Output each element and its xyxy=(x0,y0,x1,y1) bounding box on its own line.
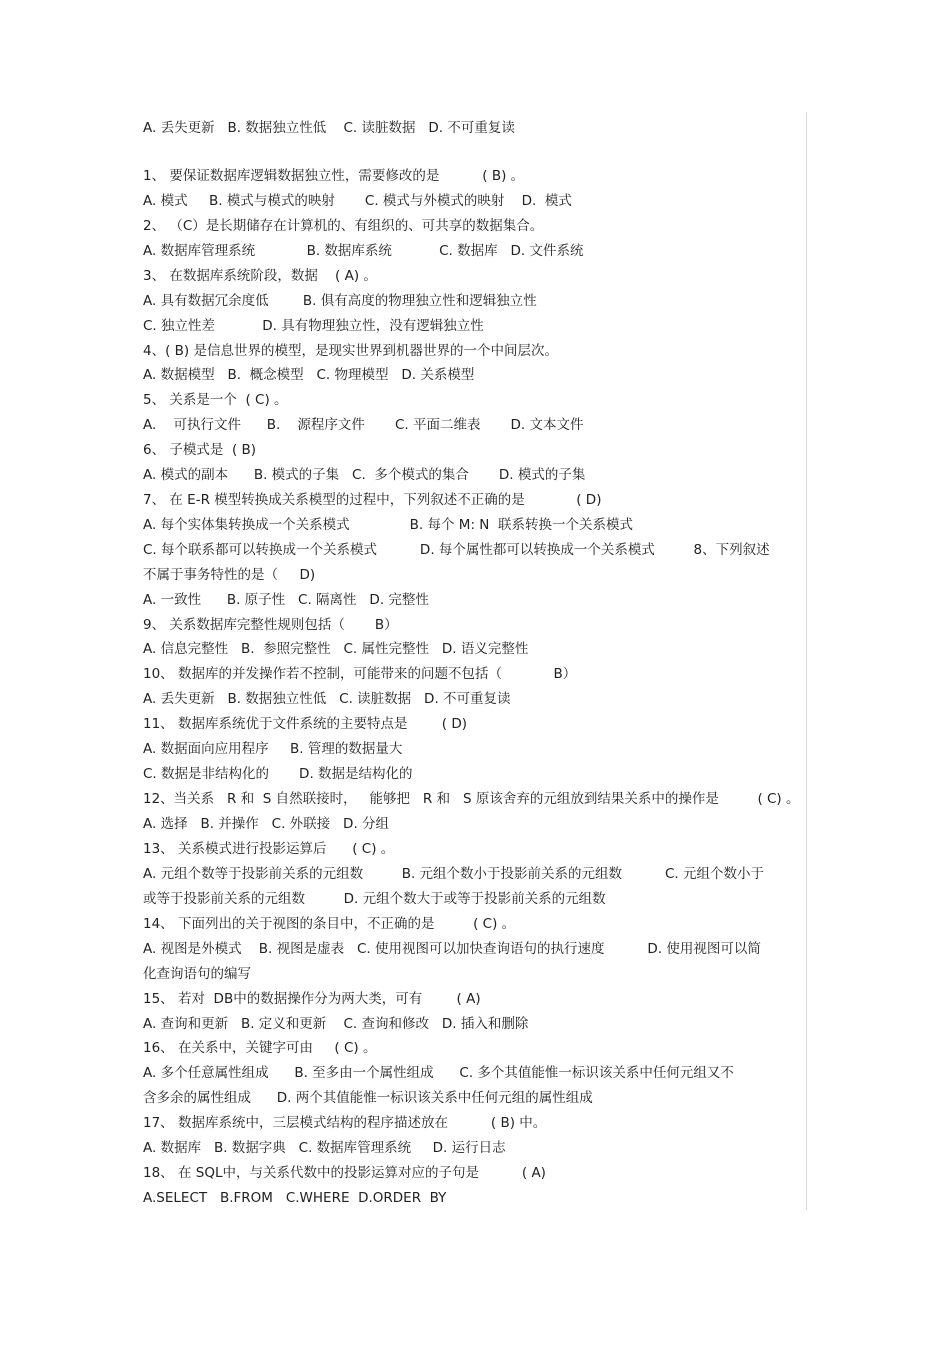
text-line: 含多余的属性组成 D. 两个其值能惟一标识该关系中任何元组的属性组成 xyxy=(143,1090,593,1106)
text-line: A. 可执行文件 B. 源程序文件 C. 平面二维表 D. 文本文件 xyxy=(143,417,584,433)
text-line: 12、当关系 R 和 S 自然联接时， 能够把 R 和 S 原该舍弃的元组放到结果关系中的操作是 ( C) 。 xyxy=(143,791,800,807)
text-line: A. 一致性 B. 原子性 C. 隔离性 D. 完整性 xyxy=(143,592,429,608)
text-line: 18、 在 SQL中，与关系代数中的投影运算对应的子句是 ( A) xyxy=(143,1165,546,1181)
text-line: A. 查询和更新 B. 定义和更新 C. 查询和修改 D. 插入和删除 xyxy=(143,1016,529,1032)
text-line: A. 信息完整性 B. 参照完整性 C. 属性完整性 D. 语义完整性 xyxy=(143,641,529,657)
text-line: A. 数据面向应用程序 B. 管理的数据量大 xyxy=(143,741,403,757)
text-line: 1、 要保证数据库逻辑数据独立性，需要修改的是 ( B) 。 xyxy=(143,168,525,184)
text-line: 15、 若对 DB中的数据操作分为两大类，可有 ( A) xyxy=(143,991,481,1007)
text-line: C. 独立性差 D. 具有物理独立性，没有逻辑独立性 xyxy=(143,318,484,334)
text-line: 6、 子模式是 ( B) xyxy=(143,442,257,458)
text-line: 16、 在关系中，关键字可由 ( C) 。 xyxy=(143,1040,377,1056)
text-line: A. 具有数据冗余度低 B. 俱有高度的物理独立性和逻辑独立性 xyxy=(143,293,537,309)
text-line: 5、 关系是一个 ( C) 。 xyxy=(143,392,288,408)
text-line: 或等于投影前关系的元组数 D. 元组个数大于或等于投影前关系的元组数 xyxy=(143,891,606,907)
text-line: A. 模式的副本 B. 模式的子集 C. 多个模式的集合 D. 模式的子集 xyxy=(143,467,586,483)
text-line: A. 数据模型 B. 概念模型 C. 物理模型 D. 关系模型 xyxy=(143,367,475,383)
text-line: A. 数据库管理系统 B. 数据库系统 C. 数据库 D. 文件系统 xyxy=(143,243,584,259)
text-line: C. 数据是非结构化的 D. 数据是结构化的 xyxy=(143,766,413,782)
text-line: 13、 关系模式进行投影运算后 ( C) 。 xyxy=(143,841,395,857)
text-line: 化查询语句的编写 xyxy=(143,966,251,982)
text-line: A. 元组个数等于投影前关系的元组数 B. 元组个数小于投影前关系的元组数 C. 元组个数小于 xyxy=(143,866,764,882)
text-line: 9、 关系数据库完整性规则包括（ B） xyxy=(143,617,398,633)
text-line: A. 数据库 B. 数据字典 C. 数据库管理系统 D. 运行日志 xyxy=(143,1140,506,1156)
text-line: A. 模式 B. 模式与模式的映射 C. 模式与外模式的映射 D. 模式 xyxy=(143,193,572,209)
text-line: 10、 数据库的并发操作若不控制，可能带来的问题不包括（ B） xyxy=(143,666,577,682)
text-line: A. 丢失更新 B. 数据独立性低 C. 读脏数据 D. 不可重复读 xyxy=(143,691,511,707)
text-line: 17、 数据库系统中，三层模式结构的程序描述放在 ( B) 中。 xyxy=(143,1115,547,1131)
text-line: A. 选择 B. 并操作 C. 外联接 D. 分组 xyxy=(143,816,390,832)
text-line: A. 每个实体集转换成一个关系模式 B. 每个 M: N 联系转换一个关系模式 xyxy=(143,517,633,533)
text-line: A.SELECT B.FROM C.WHERE D.ORDER BY xyxy=(143,1190,447,1206)
text-line: A. 多个任意属性组成 B. 至多由一个属性组成 C. 多个其值能惟一标识该关系中任何元组又不 xyxy=(143,1065,734,1081)
text-line: A. 丢失更新 B. 数据独立性低 C. 读脏数据 D. 不可重复读 xyxy=(143,120,515,136)
right-margin-rule xyxy=(806,112,807,1210)
text-line: 11、 数据库系统优于文件系统的主要特点是 ( D) xyxy=(143,716,468,732)
text-line: C. 每个联系都可以转换成一个关系模式 D. 每个属性都可以转换成一个关系模式 8、下列叙述 xyxy=(143,542,770,558)
text-line: 7、 在 E-R 模型转换成关系模型的过程中，下列叙述不正确的是 ( D) xyxy=(143,492,602,508)
text-line: 3、 在数据库系统阶段，数据 ( A) 。 xyxy=(143,268,377,284)
text-line: 2、 （C）是长期储存在计算机的、有组织的、可共享的数据集合。 xyxy=(143,218,544,234)
text-line: 14、 下面列出的关于视图的条目中，不正确的是 ( C) 。 xyxy=(143,916,516,932)
text-line: 4、( B) 是信息世界的模型，是现实世界到机器世界的一个中间层次。 xyxy=(143,343,558,359)
text-line: A. 视图是外模式 B. 视图是虚表 C. 使用视图可以加快查询语句的执行速度 D. 使用视图可以简 xyxy=(143,941,761,957)
text-line: 不属于事务特性的是（ D) xyxy=(143,567,316,583)
